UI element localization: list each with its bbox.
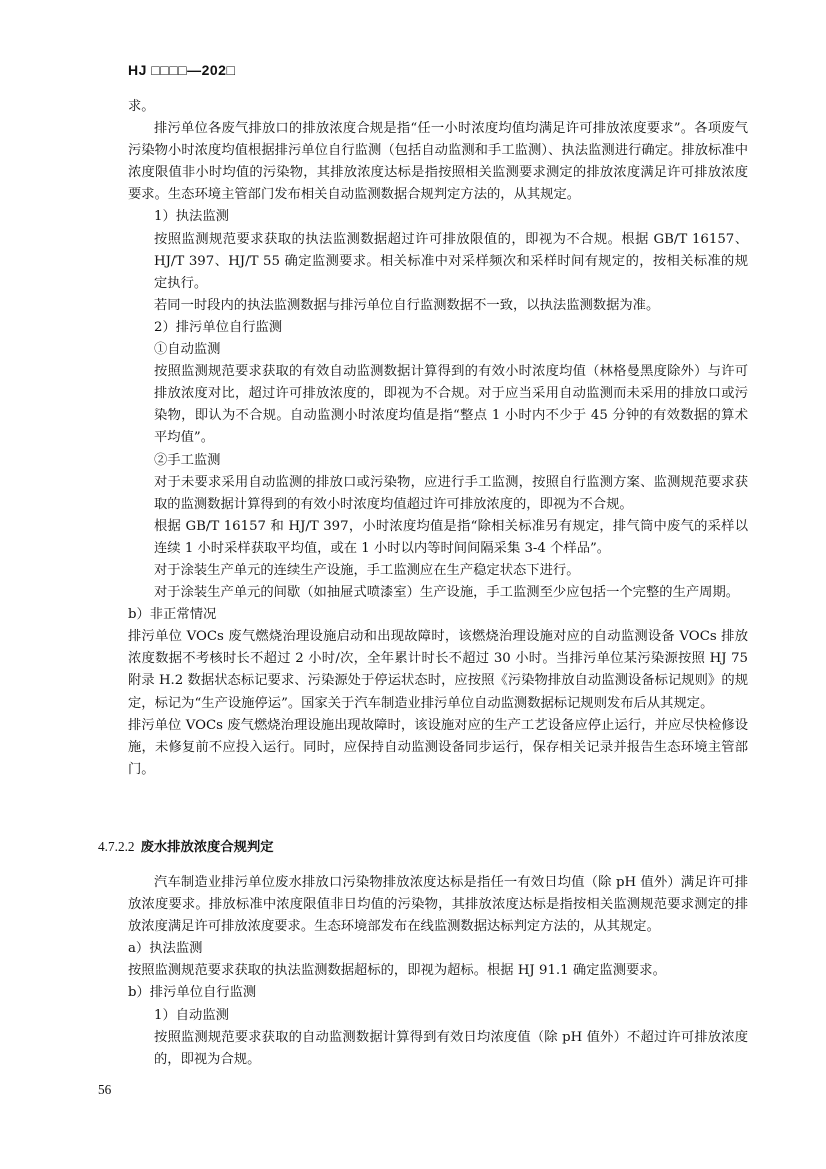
paragraph: a）执法监测: [128, 941, 203, 957]
section-heading: [98, 836, 274, 855]
body-text-top: [128, 96, 748, 781]
paragraph: ①自动监测: [154, 342, 221, 358]
paragraph: 2）排污单位自行监测: [154, 319, 283, 335]
section-title: 废水排放浓度合规判定: [140, 839, 274, 854]
paragraph: 按照监测规范要求获取的自动监测数据计算得到有效日均浓度值（除 pH 值外）不超过许可排放浓度的，即视为合规。: [154, 1029, 748, 1067]
paragraph: 按照监测规范要求获取的执法监测数据超过许可排放限值的，即视为不合规。根据 GB/T 16157、HJ/T 397、HJ/T 55 确定监测要求。相关标准中对采样频次和采样时间有规定的，按相关标准的规定执行。: [154, 231, 748, 291]
paragraph: b）排污单位自行监测: [128, 985, 257, 1001]
paragraph: b）非正常情况: [128, 607, 217, 623]
section-number: 4.7.2.2: [98, 839, 135, 854]
paragraph: 若同一时段内的执法监测数据与排污单位自行监测数据不一致，以执法监测数据为准。: [154, 297, 660, 313]
paragraph: 排污单位 VOCs 废气燃烧治理设施启动和出现故障时，该燃烧治理设施对应的自动监测设备 VOCs 排放浓度数据不考核时长不超过 2 小时/次，全年累计时长不超过 30 小时。当排污单位某污染源按照 HJ 75 附录 H.2 数据状态标记要求、污染源处于停运状态时，应按照《污染物排放自动监测设备标记规则》的规定，标记为“生产设施停运”。国家关于汽车制造业排污单位自动监测数据标记规则发布后从其规定。: [128, 629, 748, 711]
paragraph: 根据 GB/T 16157 和 HJ/T 397，小时浓度均值是指“除相关标准另有规定，排气筒中废气的采样以连续 1 小时采样获取平均值，或在 1 小时以内等时间间隔采集 3-4 个样品”。: [154, 518, 748, 556]
paragraph: 对于涂装生产单元的间歇（如抽屉式喷漆室）生产设施，手工监测至少应包括一个完整的生产周期。: [154, 585, 740, 601]
paragraph: 排污单位各废气排放口的排放浓度合规是指“任一小时浓度均值均满足许可排放浓度要求”。各项废气污染物小时浓度均值根据排污单位自行监测（包括自动监测和手工监测）、执法监测进行确定。排放标准中浓度限值非小时均值的污染物，其排放浓度达标是指按照相关监测要求测定的排放浓度满足许可排放浓度要求。生态环境主管部门发布相关自动监测数据合规判定方法的，从其规定。: [128, 121, 748, 203]
paragraph: 按照监测规范要求获取的有效自动监测数据计算得到的有效小时浓度均值（林格曼黑度除外）与许可排放浓度对比，超过许可排放浓度的，即视为不合规。对于应当采用自动监测而未采用的排放口或污染物，即认为不合规。自动监测小时浓度均值是指“整点 1 小时内不少于 45 分钟的有效数据的算术平均值”。: [154, 364, 748, 446]
page-number: 56: [98, 1082, 112, 1097]
document-header-code: HJ □□□□—202□: [128, 62, 236, 78]
paragraph: 对于未要求采用自动监测的排放口或污染物，应进行手工监测，按照自行监测方案、监测规范要求获取的监测数据计算得到的有效小时浓度均值超过许可排放浓度的，即视为不合规。: [154, 474, 748, 512]
body-text-bottom: [128, 872, 748, 1071]
paragraph: 汽车制造业排污单位废水排放口污染物排放浓度达标是指任一有效日均值（除 pH 值外）满足许可排放浓度要求。排放标准中浓度限值非日均值的污染物，其排放浓度达标是指按相关监测规范要求测定的排放浓度满足许可排放浓度要求。生态环境部发布在线监测数据达标判定方法的，从其规定。: [128, 875, 748, 935]
paragraph: ②手工监测: [154, 452, 221, 468]
paragraph: 排污单位 VOCs 废气燃烧治理设施出现故障时，该设施对应的生产工艺设备应停止运行，并应尽快检修设施，未修复前不应投入运行。同时，应保持自动监测设备同步运行，保存相关记录并报告生态环境主管部门。: [128, 717, 748, 777]
paragraph: 1）自动监测: [154, 1007, 229, 1023]
paragraph: 按照监测规范要求获取的执法监测数据超标的，即视为超标。根据 HJ 91.1 确定监测要求。: [128, 963, 666, 979]
paragraph: 1）执法监测: [154, 209, 229, 225]
paragraph: 对于涂装生产单元的连续生产设施，手工监测应在生产稳定状态下进行。: [154, 562, 580, 578]
paragraph: 求。: [128, 99, 155, 114]
